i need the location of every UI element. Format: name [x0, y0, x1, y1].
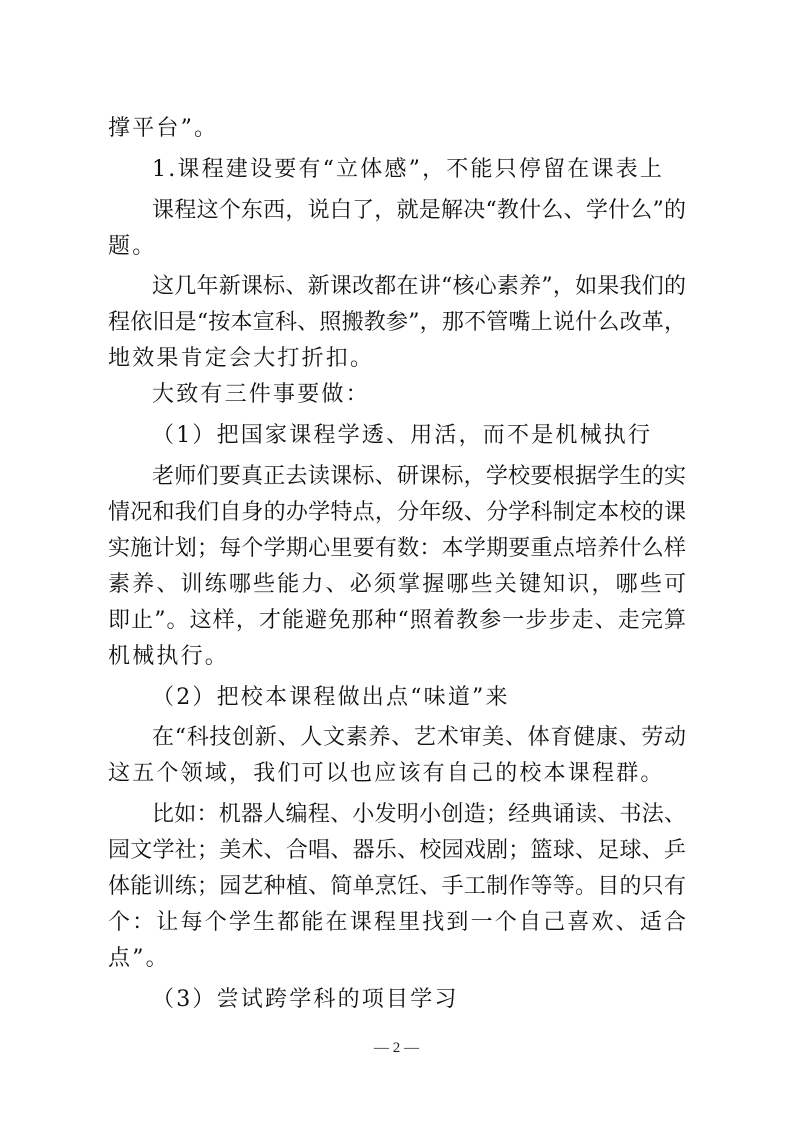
text-line: 老师们要真正去读课标、研课标，学校要根据学生的实: [152, 464, 686, 489]
text-line: 这几年新课标、新课改都在讲“核心素养”，如果我们的: [152, 274, 686, 299]
text-line: 情况和我们自身的办学特点，分年级、分学科制定本校的课: [108, 500, 686, 525]
subsection-heading: （1）把国家课程学透、用活，而不是机械执行: [152, 423, 653, 448]
text-line: 实施计划；每个学期心里要有数：本学期要重点培养什么样: [108, 536, 686, 561]
page-number: — 2 —: [374, 1040, 419, 1056]
text-line: 课程这个东西，说白了，就是解决“教什么、学什么”的: [152, 198, 686, 223]
text-line: 体能训练；园艺种植、简单烹饪、手工制作等等。目的只有: [108, 874, 686, 899]
text-line: 比如：机器人编程、小发明小创造；经典诵读、书法、: [152, 802, 686, 827]
text-line: 点”。: [108, 946, 170, 971]
text-line: 素养、训练哪些能力、必须掌握哪些关键知识，哪些可: [108, 572, 686, 597]
text-line: 园文学社；美术、合唱、器乐、校园戏剧；篮球、足球、乒: [108, 838, 686, 863]
text-line: 在“科技创新、人文素养、艺术审美、体育健康、劳动: [152, 725, 686, 750]
subsection-heading: （3）尝试跨学科的项目学习: [152, 987, 459, 1012]
text-line: 即止”。这样，才能避免那种“照着教参一步步走、走完算: [108, 608, 686, 633]
text-line: 地效果肯定会大打折扣。: [108, 346, 375, 371]
text-line: 程依旧是“按本宣科、照搬教参”，那不管嘴上说什么改革，: [108, 310, 686, 335]
text-line: 个：让每个学生都能在课程里找到一个自己喜欢、适合: [108, 910, 686, 935]
text-line: 这五个领域，我们可以也应该有自己的校本课程群。: [108, 761, 665, 786]
subsection-heading: （2）把校本课程做出点“味道”来: [152, 685, 510, 710]
text-line: 大致有三件事要做：: [152, 382, 370, 407]
text-line: 题。: [108, 234, 157, 259]
section-heading: 1.课程建设要有“立体感”，不能只停留在课表上: [152, 157, 665, 182]
text-line: 机械执行。: [108, 644, 230, 669]
text-line: 撑平台”。: [108, 116, 219, 141]
